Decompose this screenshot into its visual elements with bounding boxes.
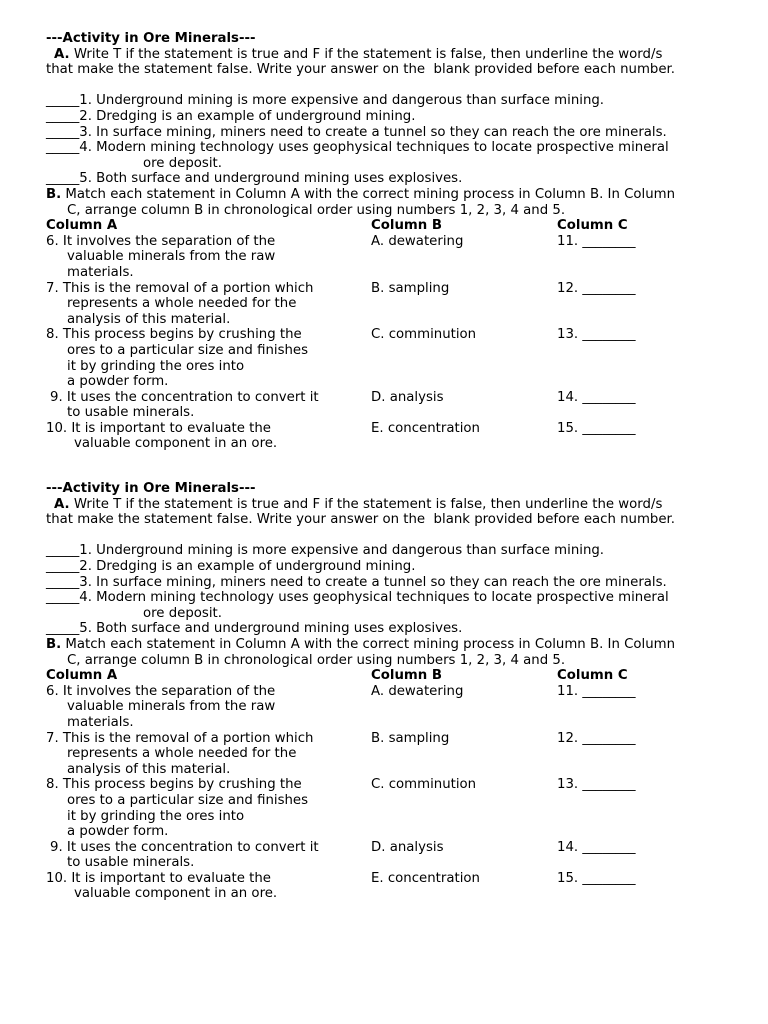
column-c-answer-blank: 15. ________ bbox=[557, 870, 636, 886]
column-c-answer-blank: 11. ________ bbox=[557, 233, 636, 249]
statement-line: a powder form. bbox=[67, 374, 169, 390]
activity-sheet-1 bbox=[46, 31, 736, 452]
statement-line: materials. bbox=[67, 714, 134, 730]
statement-line: to usable minerals. bbox=[67, 855, 195, 871]
column-a-statement bbox=[46, 731, 366, 778]
column-c-answer-blank: 15. ________ bbox=[557, 420, 636, 436]
part-b-instruction-line-2: C, arrange column B in chronological order using numbers 1, 2, 3, 4 and 5. bbox=[67, 652, 566, 668]
part-a-instruction bbox=[46, 497, 736, 513]
statement-line: analysis of this material. bbox=[67, 761, 231, 777]
column-b-process: C. comminution bbox=[371, 327, 477, 343]
column-a-statement bbox=[46, 234, 366, 281]
matching-row bbox=[46, 731, 736, 778]
column-c-answer-blank: 13. ________ bbox=[557, 777, 636, 793]
column-b-process: E. concentration bbox=[371, 420, 480, 436]
column-a-statement bbox=[46, 684, 366, 731]
part-b-instruction-line-2: C, arrange column B in chronological order using numbers 1, 2, 3, 4 and 5. bbox=[67, 202, 566, 218]
matching-row bbox=[46, 234, 736, 281]
true-false-item: _____1. Underground mining is more expensive and dangerous than surface mining. bbox=[46, 543, 605, 559]
matching-header-row bbox=[46, 668, 736, 684]
statement-line: ores to a particular size and finishes bbox=[67, 792, 309, 808]
column-a-statement bbox=[46, 327, 366, 389]
statement-line: 8. This process begins by crushing the bbox=[46, 777, 302, 793]
statement-line: a powder form. bbox=[67, 824, 169, 840]
column-b-header: Column B bbox=[371, 668, 443, 684]
column-a-statement bbox=[46, 390, 366, 421]
statement-line: represents a whole needed for the bbox=[67, 746, 297, 762]
matching-row bbox=[46, 421, 736, 452]
column-a-statement bbox=[46, 421, 366, 452]
column-a-statement bbox=[46, 777, 366, 839]
true-false-item: _____4. Modern mining technology uses geophysical techniques to locate prospective mineral bbox=[46, 590, 669, 606]
statement-line: 9. It uses the concentration to convert it bbox=[50, 839, 319, 855]
statement-line: 6. It involves the separation of the bbox=[46, 683, 276, 699]
statement-line: 6. It involves the separation of the bbox=[46, 233, 276, 249]
statement-line: 7. This is the removal of a portion which bbox=[46, 280, 314, 296]
statement-line: 9. It uses the concentration to convert it bbox=[50, 389, 319, 405]
column-c-header: Column C bbox=[557, 668, 628, 684]
part-b-instruction-line-1: Match each statement in Column A with the correct mining process in Column B. In Column bbox=[61, 636, 676, 652]
column-c-answer-blank: 14. ________ bbox=[557, 839, 636, 855]
column-b-process: B. sampling bbox=[371, 280, 450, 296]
column-c-answer-blank: 14. ________ bbox=[557, 389, 636, 405]
column-c-answer-blank: 12. ________ bbox=[557, 280, 636, 296]
matching-row bbox=[46, 840, 736, 871]
statement-line: 10. It is important to evaluate the bbox=[46, 420, 271, 436]
column-b-process: C. comminution bbox=[371, 777, 477, 793]
statement-line: 7. This is the removal of a portion which bbox=[46, 730, 314, 746]
column-c-answer-blank: 12. ________ bbox=[557, 730, 636, 746]
column-b-process: E. concentration bbox=[371, 870, 480, 886]
matching-row bbox=[46, 777, 736, 839]
column-a-statement bbox=[46, 871, 366, 902]
matching-row bbox=[46, 871, 736, 902]
part-b-letter: B. bbox=[46, 636, 62, 652]
matching-row bbox=[46, 327, 736, 389]
column-a-header: Column A bbox=[46, 668, 118, 684]
true-false-item: _____5. Both surface and underground mining uses explosives. bbox=[46, 621, 463, 637]
column-a-statement bbox=[46, 840, 366, 871]
column-a-statement bbox=[46, 281, 366, 328]
part-b-instruction-line-1: Match each statement in Column A with the correct mining process in Column B. In Column bbox=[61, 186, 676, 202]
column-a-header: Column A bbox=[46, 218, 118, 234]
true-false-item: _____5. Both surface and underground mining uses explosives. bbox=[46, 171, 463, 187]
statement-line: valuable component in an ore. bbox=[74, 436, 278, 452]
true-false-item: _____2. Dredging is an example of underground mining. bbox=[46, 558, 416, 574]
sheet-title: ---Activity in Ore Minerals--- bbox=[46, 31, 256, 46]
column-b-process: A. dewatering bbox=[371, 683, 464, 699]
matching-table bbox=[46, 668, 736, 902]
part-a-letter: A. bbox=[54, 496, 70, 512]
statement-line: materials. bbox=[67, 264, 134, 280]
column-c-answer-blank: 13. ________ bbox=[557, 327, 636, 343]
true-false-item: _____1. Underground mining is more expensive and dangerous than surface mining. bbox=[46, 93, 605, 109]
activity-sheet-2 bbox=[46, 481, 736, 902]
part-b-instruction bbox=[46, 187, 736, 203]
true-false-item: _____3. In surface mining, miners need to create a tunnel so they can reach the ore minerals. bbox=[46, 124, 667, 140]
true-false-item-continuation: ore deposit. bbox=[143, 155, 222, 171]
column-b-header: Column B bbox=[371, 218, 443, 234]
column-c-header: Column C bbox=[557, 218, 628, 234]
part-b-letter: B. bbox=[46, 186, 62, 202]
statement-line: 10. It is important to evaluate the bbox=[46, 870, 271, 886]
statement-line: analysis of this material. bbox=[67, 311, 231, 327]
statement-line: ores to a particular size and finishes bbox=[67, 342, 309, 358]
statement-line: represents a whole needed for the bbox=[67, 296, 297, 312]
statement-line: it by grinding the ores into bbox=[67, 808, 245, 824]
part-b-instruction bbox=[46, 637, 736, 653]
statement-line: valuable minerals from the raw bbox=[67, 699, 276, 715]
sheet-title: ---Activity in Ore Minerals--- bbox=[46, 481, 256, 496]
column-b-process: D. analysis bbox=[371, 839, 444, 855]
true-false-item: _____4. Modern mining technology uses geophysical techniques to locate prospective mineral bbox=[46, 140, 669, 156]
statement-line: it by grinding the ores into bbox=[67, 358, 245, 374]
part-a-instruction-line-1: Write T if the statement is true and F if the statement is false, then underline the word/s bbox=[69, 46, 663, 62]
part-a-letter: A. bbox=[54, 46, 70, 62]
column-b-process: D. analysis bbox=[371, 389, 444, 405]
statement-line: valuable component in an ore. bbox=[74, 886, 278, 902]
statement-line: 8. This process begins by crushing the bbox=[46, 327, 302, 343]
part-a-instruction bbox=[46, 47, 736, 63]
matching-row bbox=[46, 281, 736, 328]
part-a-instruction-line-2: that make the statement false. Write your answer on the blank provided before each number. bbox=[46, 512, 676, 528]
true-false-item: _____3. In surface mining, miners need to create a tunnel so they can reach the ore minerals. bbox=[46, 574, 667, 590]
matching-table bbox=[46, 218, 736, 452]
statement-line: valuable minerals from the raw bbox=[67, 249, 276, 265]
statement-line: to usable minerals. bbox=[67, 405, 195, 421]
matching-header-row bbox=[46, 218, 736, 234]
true-false-item-continuation: ore deposit. bbox=[143, 605, 222, 621]
part-a-instruction-line-2: that make the statement false. Write your answer on the blank provided before each number. bbox=[46, 62, 676, 78]
part-a-instruction-line-1: Write T if the statement is true and F if the statement is false, then underline the word/s bbox=[69, 496, 663, 512]
matching-row bbox=[46, 684, 736, 731]
matching-row bbox=[46, 390, 736, 421]
column-b-process: B. sampling bbox=[371, 730, 450, 746]
column-c-answer-blank: 11. ________ bbox=[557, 683, 636, 699]
column-b-process: A. dewatering bbox=[371, 233, 464, 249]
true-false-item: _____2. Dredging is an example of underground mining. bbox=[46, 108, 416, 124]
